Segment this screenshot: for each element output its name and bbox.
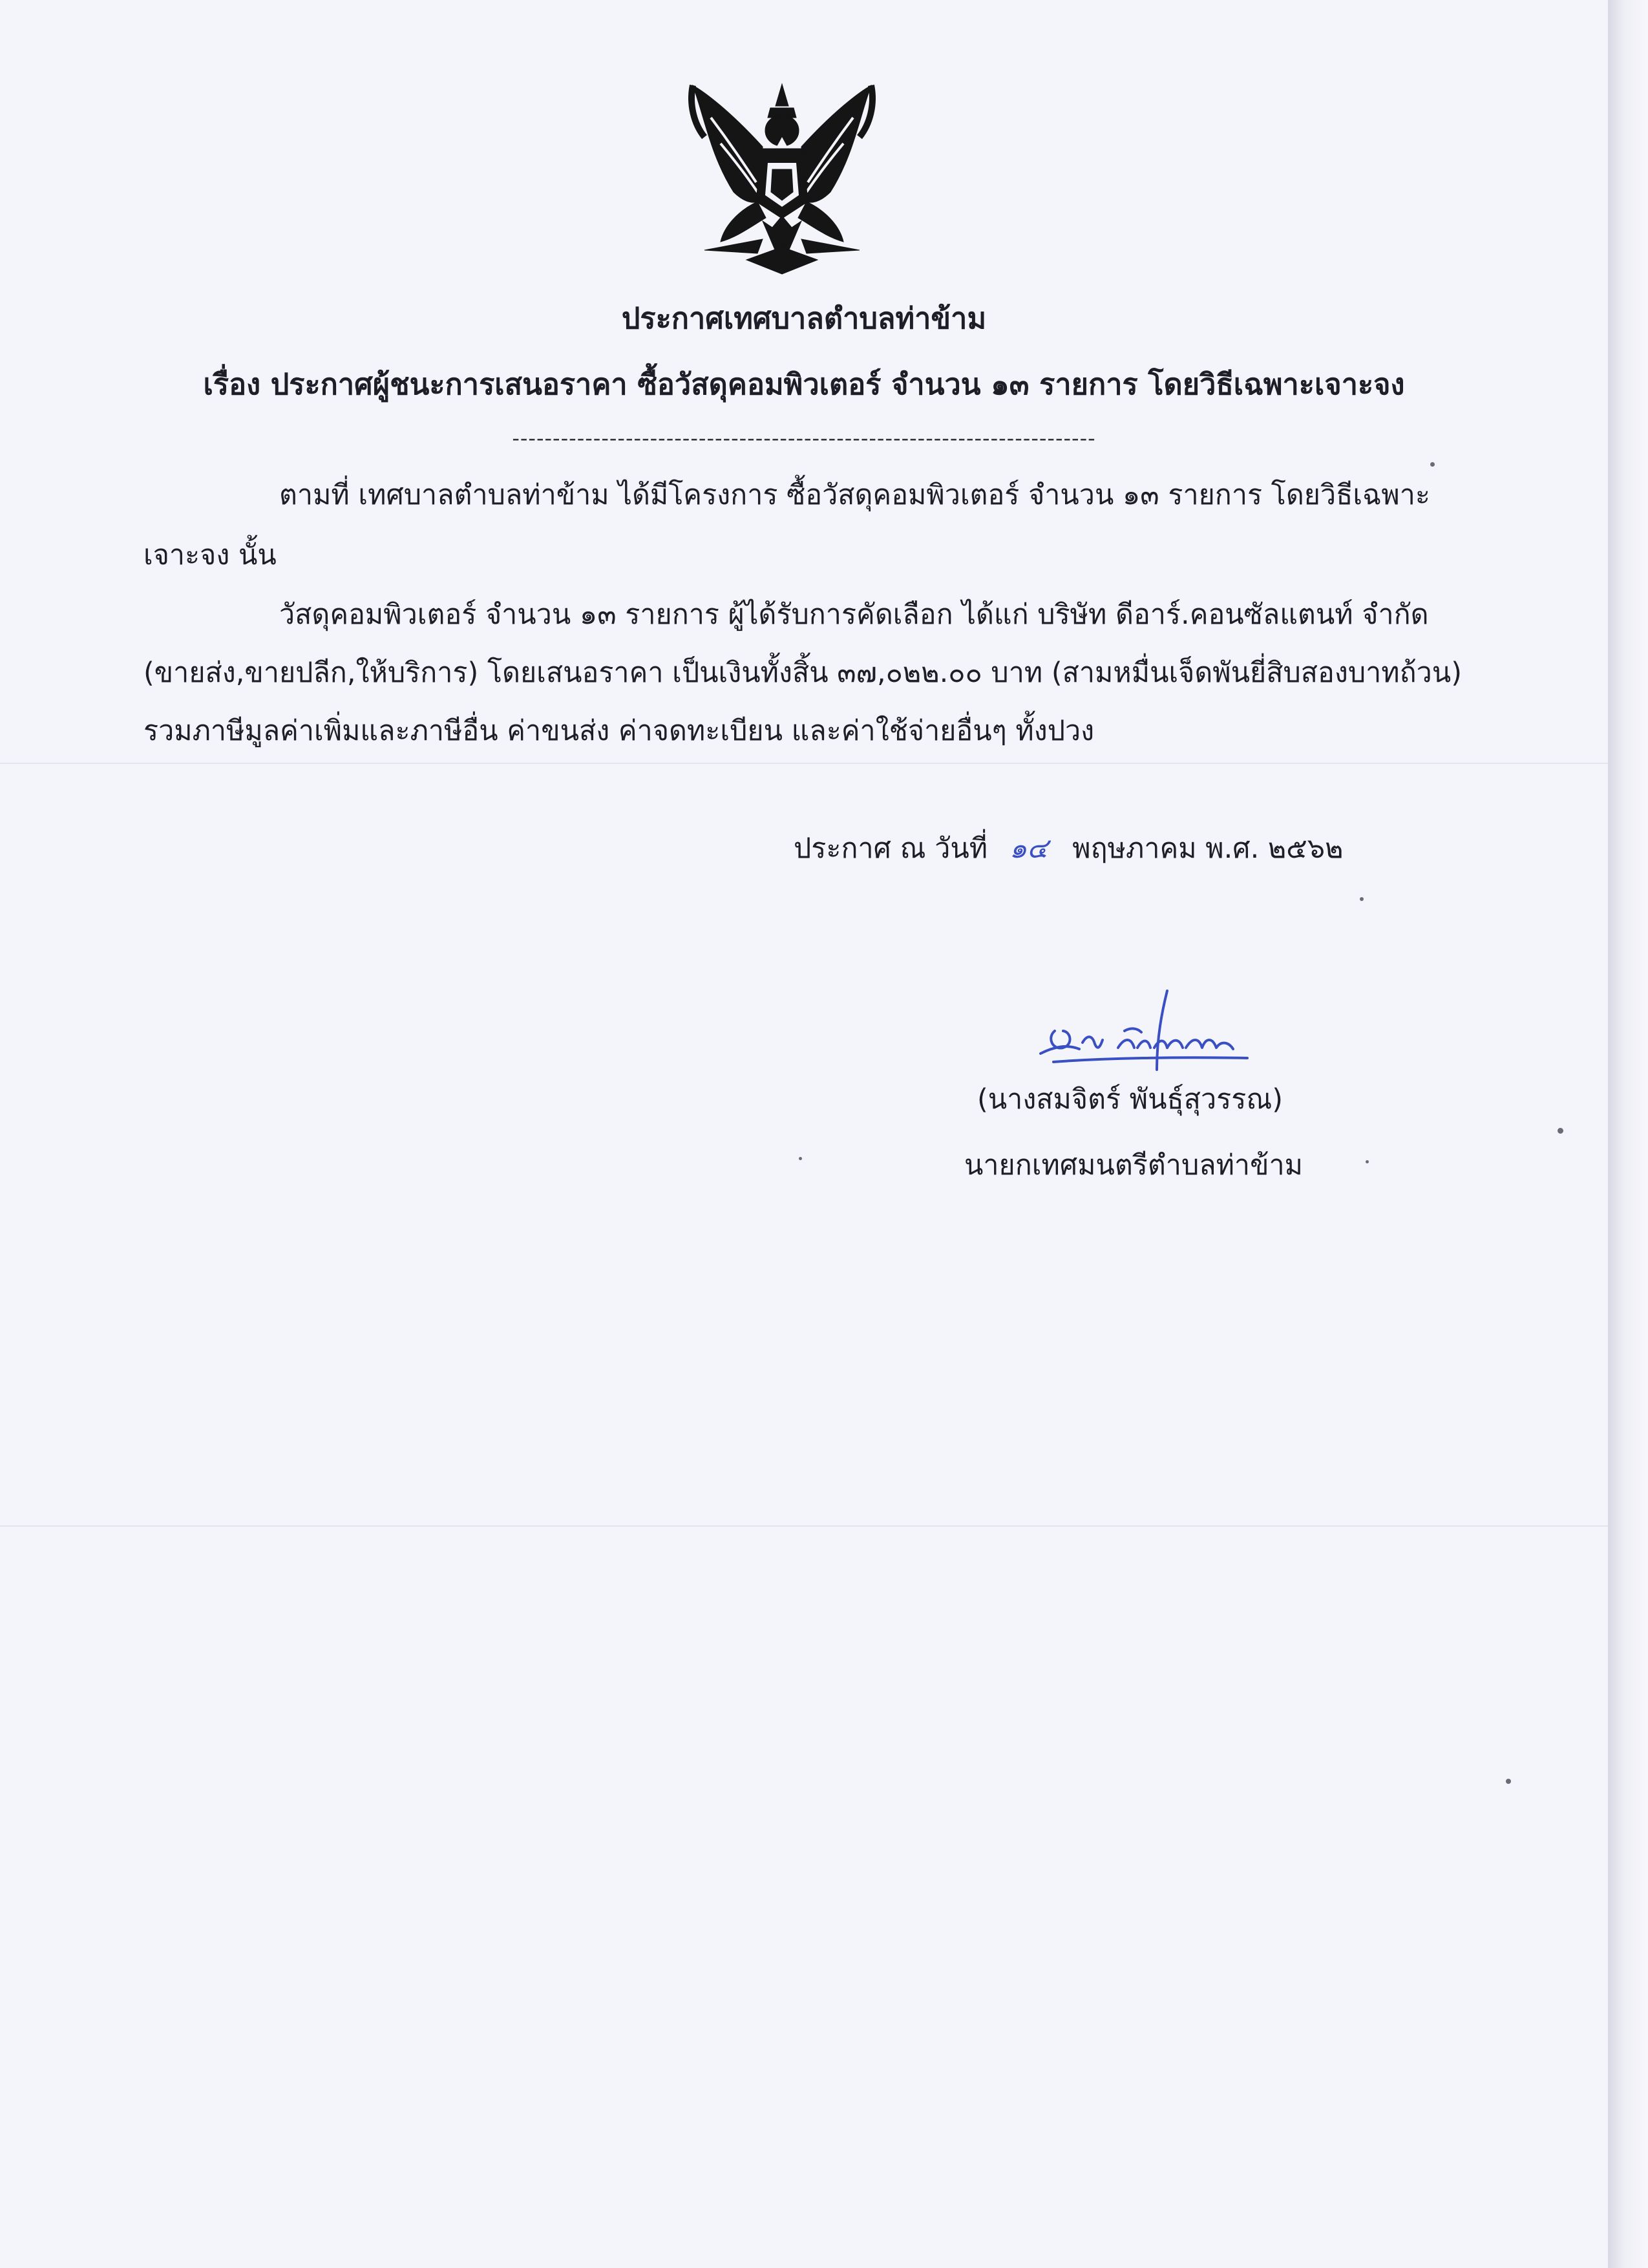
divider-line: ------------------------------------------------------------------------ [512, 426, 1096, 450]
scan-speck [1360, 897, 1364, 901]
paragraph2-line1: วัสดุคอมพิวเตอร์ จำนวน ๑๓ รายการ ผู้ได้รับการคัดเลือก ได้แก่ บริษัท ดีอาร์.คอนซัลแตนท์ จำกัด [279, 599, 1429, 631]
paper-crease [0, 763, 1608, 764]
garuda-emblem-icon [685, 72, 879, 279]
paragraph1-line2: เจาะจง นั้น [143, 539, 277, 571]
paragraph2-line3: รวมภาษีมูลค่าเพิ่มและภาษีอื่น ค่าขนส่ง ค่าจดทะเบียน และค่าใช้จ่ายอื่นๆ ทั้งปวง [143, 715, 1095, 747]
paragraph1-line1: ตามที่ เทศบาลตำบลท่าข้าม ได้มีโครงการ ซื้อวัสดุคอมพิวเตอร์ จำนวน ๑๓ รายการ โดยวิธีเฉพาะ [279, 479, 1430, 511]
scan-speck [1506, 1779, 1511, 1784]
signer-position: นายกเทศมนตรีตำบลท่าข้าม [964, 1149, 1303, 1182]
scan-speck [1366, 1160, 1369, 1163]
announce-date-month-year: พฤษภาคม พ.ศ. ๒๕๖๒ [1072, 832, 1344, 865]
paragraph2-line2: (ขายส่ง,ขายปลีก,ให้บริการ) โดยเสนอราคา เป็นเงินทั้งสิ้น ๓๗,๐๒๒.๐๐ บาท (สามหมื่นเจ็ดพันยี่สิบสองบาทถ้วน) [143, 657, 1462, 689]
handwritten-signature [1028, 986, 1260, 1076]
document-title: ประกาศเทศบาลตำบลท่าข้าม [621, 301, 987, 335]
document-subject: เรื่อง ประกาศผู้ชนะการเสนอราคา ซื้อวัสดุคอมพิวเตอร์ จำนวน ๑๓ รายการ โดยวิธีเฉพาะเจาะจง [203, 367, 1405, 401]
scan-speck [1558, 1128, 1563, 1134]
scan-edge [1608, 0, 1648, 2268]
signer-name: (นางสมจิตร์ พันธุ์สุวรรณ) [977, 1083, 1284, 1116]
announce-date-prefix: ประกาศ ณ วันที่ [794, 832, 988, 865]
scan-speck [799, 1157, 802, 1160]
announce-date [794, 832, 1344, 865]
scan-speck [1430, 462, 1435, 467]
announce-date-day: ๑๔ [1009, 832, 1048, 865]
paper-crease [0, 1525, 1608, 1527]
